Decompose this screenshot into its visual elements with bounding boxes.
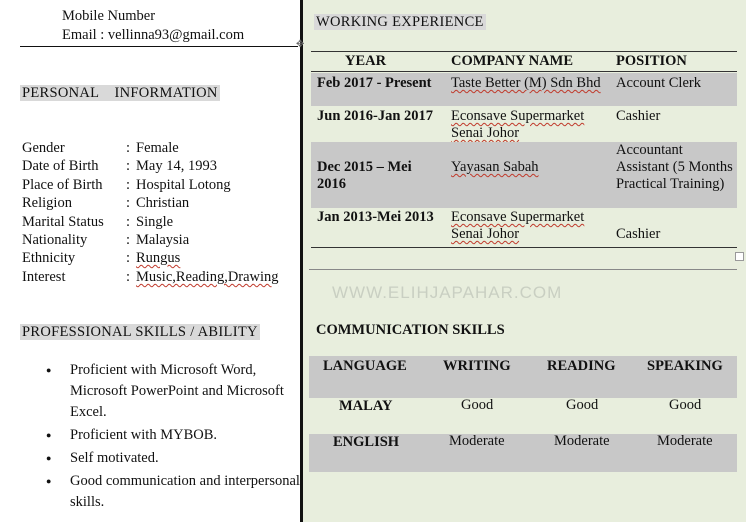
exp-year: Jan 2013-Mei 2013 [317, 209, 434, 225]
experience-heading [314, 14, 486, 31]
colon: : [126, 158, 131, 174]
exp-position: Cashier [616, 226, 661, 242]
table-top-border [311, 51, 737, 52]
list-item: ● Good communication and interpersonal skills. [70, 471, 300, 513]
list-item: ● Self motivated. [70, 448, 300, 469]
exp-year: Feb 2017 - Present [317, 75, 432, 91]
malay-writing: Good [461, 397, 494, 413]
interest-label: Interest [22, 269, 66, 285]
list-item: ● Proficient with MYBOB. [70, 425, 300, 446]
communication-heading: COMMUNICATION SKILLS [316, 322, 505, 338]
email-line [62, 27, 244, 44]
english-speaking: Moderate [657, 433, 713, 449]
watermark: WWW.ELIHJAPAHAR.COM [332, 283, 563, 302]
lang-english: ENGLISH [333, 434, 400, 450]
mobile-label: Mobile Number [62, 8, 156, 24]
nationality-value: Malaysia [136, 232, 190, 248]
dob-label: Date of Birth [22, 158, 99, 174]
exp-year: Dec 2015 – Mei 2016 [317, 159, 412, 192]
col-reading: READING [547, 358, 616, 374]
contact-divider [20, 46, 298, 47]
col-language: LANGUAGE [323, 358, 407, 374]
exp-company [451, 75, 606, 92]
exp-company-text: Yayasan Sabah [451, 159, 539, 175]
exp-company-text: Econsave Supermarket Senai Johor [451, 209, 585, 242]
email-value[interactable]: vellinna93@gmail.com [107, 27, 245, 43]
col-speaking: SPEAKING [647, 358, 723, 374]
lang-malay: MALAY [339, 398, 393, 414]
colon: : [126, 269, 131, 285]
col-position: POSITION [616, 53, 687, 69]
skills-heading [20, 324, 260, 341]
exp-position: Account Clerk [616, 75, 701, 91]
personal-heading-text: PERSONAL INFORMATION [22, 85, 218, 101]
religion-value: Christian [136, 195, 190, 211]
marital-label: Marital Status [22, 214, 104, 230]
col-year: YEAR [345, 53, 387, 69]
malay-speaking: Good [669, 397, 702, 413]
colon: : [126, 250, 131, 266]
header-border [311, 71, 737, 72]
colon: : [126, 140, 131, 156]
gender-label: Gender [22, 140, 65, 156]
exp-year: Jun 2016-Jan 2017 [317, 108, 434, 124]
section-divider [309, 269, 737, 270]
exp-company [451, 159, 539, 176]
pob-label: Place of Birth [22, 177, 103, 193]
skills-list [22, 360, 300, 515]
col-company: COMPANY NAME [451, 53, 574, 69]
colon: : [126, 177, 131, 193]
exp-company [451, 108, 601, 142]
dob-value: May 14, 1993 [136, 158, 217, 174]
exp-position: Accountant Assistant (5 Months Practical Training) [616, 142, 733, 192]
colon: : [126, 195, 131, 211]
malay-reading: Good [566, 397, 599, 413]
move-handle-icon[interactable]: ✥ [296, 39, 305, 50]
resize-handle-icon[interactable] [735, 252, 744, 261]
col-writing: WRITING [443, 358, 511, 374]
exp-position: Cashier [616, 108, 661, 124]
experience-heading-text: WORKING EXPERIENCE [316, 14, 484, 30]
colon: : [126, 214, 131, 230]
skills-heading-text: PROFESSIONAL SKILLS / ABILITY [22, 324, 258, 340]
colon: : [126, 232, 131, 248]
marital-value: Single [136, 214, 174, 230]
personal-heading [20, 85, 220, 102]
ethnicity-value: Rungus [136, 250, 181, 266]
gender-value: Female [136, 140, 179, 156]
pob-value: Hospital Lotong [136, 177, 231, 193]
table-bottom-border [311, 247, 737, 248]
exp-company-text: Taste Better (M) Sdn Bhd [451, 75, 601, 91]
email-label: Email : [62, 27, 105, 43]
nationality-label: Nationality [22, 232, 88, 248]
interest-value: Music,Reading,Drawing [136, 269, 279, 285]
ethnicity-label: Ethnicity [22, 250, 76, 266]
english-reading: Moderate [554, 433, 610, 449]
exp-company [451, 209, 601, 243]
left-column [0, 0, 300, 522]
list-item: ● Proficient with Microsoft Word, Microsoft PowerPoint and Microsoft Excel. [70, 360, 300, 423]
english-writing: Moderate [449, 433, 505, 449]
religion-label: Religion [22, 195, 72, 211]
exp-company-text: Econsave Supermarket Senai Johor [451, 108, 585, 141]
